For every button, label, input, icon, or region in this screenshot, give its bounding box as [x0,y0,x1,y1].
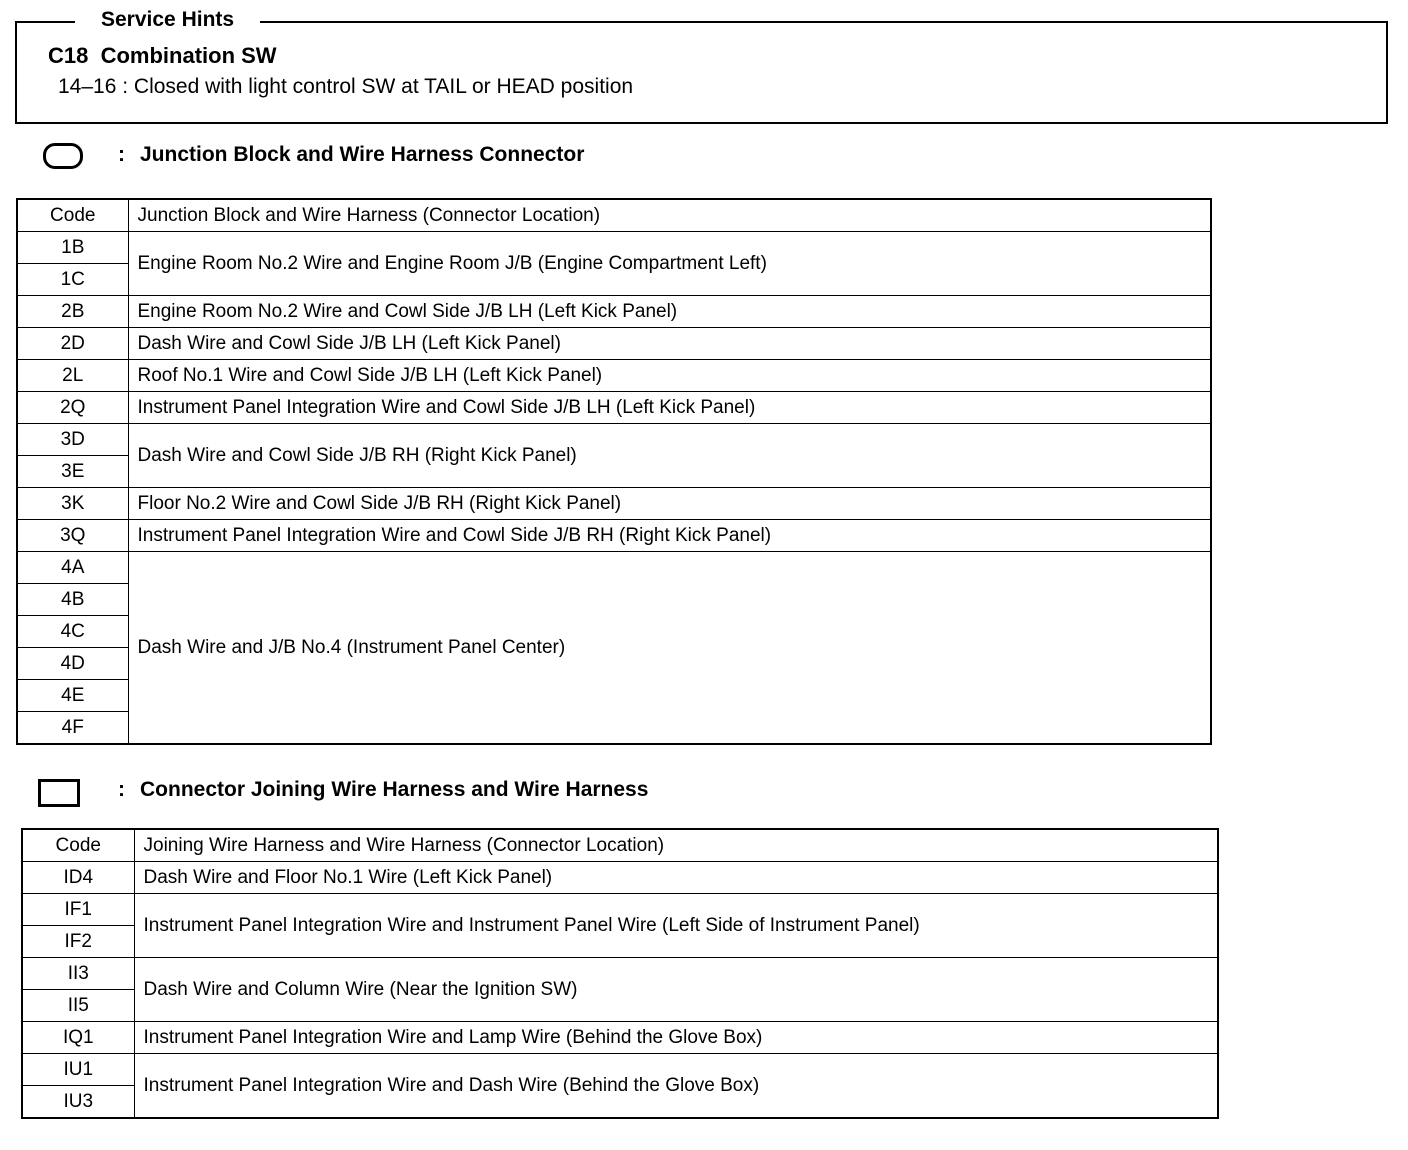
table-row [17,488,1211,520]
code-cell: 4F [17,712,128,745]
code-cell: 3K [17,488,128,520]
code-cell: 4C [17,616,128,648]
code-cell: II5 [22,990,134,1022]
location-cell: Instrument Panel Integration Wire and Lamp Wire (Behind the Glove Box) [134,1022,1218,1054]
table-row [22,1054,1218,1086]
code-cell: 2B [17,296,128,328]
location-header: Junction Block and Wire Harness (Connector Location) [128,199,1211,232]
code-cell: 4A [17,552,128,584]
location-cell: Dash Wire and Floor No.1 Wire (Left Kick Panel) [134,862,1218,894]
code-cell: ID4 [22,862,134,894]
location-cell: Dash Wire and Column Wire (Near the Ignition SW) [134,958,1218,1022]
rounded-rectangle-icon [43,143,83,169]
code-cell: 1C [17,264,128,296]
table-row [17,552,1211,584]
code-header: Code [22,829,134,862]
location-header: Joining Wire Harness and Wire Harness (Connector Location) [134,829,1218,862]
table-header-row [22,829,1218,862]
code-cell: II3 [22,958,134,990]
code-cell: IF2 [22,926,134,958]
code-cell: 2Q [17,392,128,424]
code-cell: IF1 [22,894,134,926]
code-cell: IQ1 [22,1022,134,1054]
table-row [22,862,1218,894]
table-row [22,1022,1218,1054]
location-cell: Roof No.1 Wire and Cowl Side J/B LH (Left Kick Panel) [128,360,1211,392]
junction-heading-text: Junction Block and Wire Harness Connector [140,143,585,166]
square-icon [38,779,80,807]
code-cell: 2L [17,360,128,392]
code-cell: 4B [17,584,128,616]
location-cell: Floor No.2 Wire and Cowl Side J/B RH (Right Kick Panel) [128,488,1211,520]
code-cell: 3Q [17,520,128,552]
table-row [17,360,1211,392]
service-hint-note: 14–16 : Closed with light control SW at TAIL or HEAD position [58,75,634,98]
table-row [17,392,1211,424]
code-cell: IU3 [22,1086,134,1119]
table-row [22,958,1218,990]
code-cell: 3E [17,456,128,488]
table-header-row [17,199,1211,232]
location-cell: Instrument Panel Integration Wire and Cowl Side J/B LH (Left Kick Panel) [128,392,1211,424]
table-row [22,894,1218,926]
code-cell: IU1 [22,1054,134,1086]
table-row [17,328,1211,360]
location-cell: Dash Wire and Cowl Side J/B LH (Left Kick Panel) [128,328,1211,360]
location-cell: Dash Wire and Cowl Side J/B RH (Right Kick Panel) [128,424,1211,488]
heading-colon: : [118,778,125,801]
component-title: C18 Combination SW [48,43,277,68]
location-cell: Dash Wire and J/B No.4 (Instrument Panel Center) [128,552,1211,745]
junction-table [16,198,1212,745]
table-row [17,520,1211,552]
location-cell: Instrument Panel Integration Wire and Dash Wire (Behind the Glove Box) [134,1054,1218,1119]
location-cell: Engine Room No.2 Wire and Cowl Side J/B LH (Left Kick Panel) [128,296,1211,328]
code-header: Code [17,199,128,232]
table-row [17,232,1211,264]
heading-colon: : [118,143,125,166]
joining-table [21,828,1219,1119]
location-cell: Engine Room No.2 Wire and Engine Room J/B (Engine Compartment Left) [128,232,1211,296]
code-cell: 4D [17,648,128,680]
location-cell: Instrument Panel Integration Wire and Cowl Side J/B RH (Right Kick Panel) [128,520,1211,552]
joining-heading-text: Connector Joining Wire Harness and Wire Harness [140,778,649,801]
code-cell: 3D [17,424,128,456]
service-hints-legend: Service Hints [75,6,260,34]
location-cell: Instrument Panel Integration Wire and Instrument Panel Wire (Left Side of Instrument Panel) [134,894,1218,958]
code-cell: 4E [17,680,128,712]
table-row [17,424,1211,456]
code-cell: 1B [17,232,128,264]
table-row [17,296,1211,328]
joining-section-heading [118,776,648,804]
code-cell: 2D [17,328,128,360]
junction-section-heading [118,141,584,169]
